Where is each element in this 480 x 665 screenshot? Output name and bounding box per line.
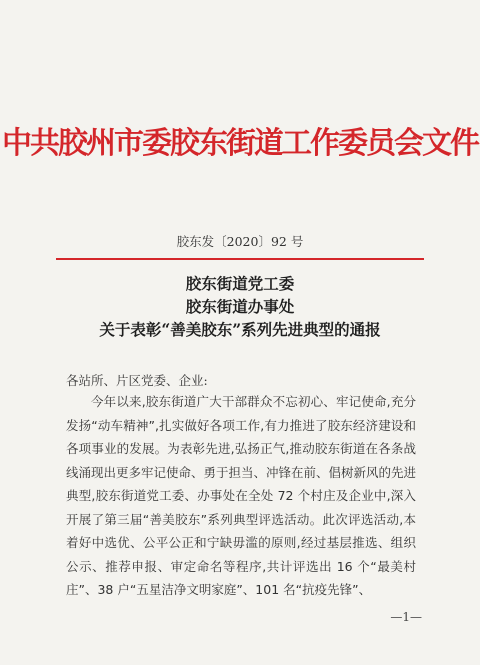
body-paragraph: 今年以来,胶东街道广大干部群众不忘初心、牢记使命,充分发扬“动车精神”,扎实做好各项工作,有力推进了胶东经济建设和各项事业的发展。为表彰先进,弘扬正气,推动胶东街道在各条战线涌现出更多牢记使命、勇于担当、冲锋在前、倡树新风的先进典型,胶东街道党工委、办事处在全处 72 个村庄及企业中,深入开展了第三届“善美胶东”系列典型评选活动。此次评选活动,本着好中选优、公平公正和宁缺毋滥的原则,经过基层推选、组织公示、推荐申报、审定命名等程序,共计评选出 16 个“最美村庄”、38 户“五星洁净文明家庭”、101 名“抗疫先锋”、 (66, 394, 417, 597)
notice-title: 关于表彰“善美胶东”系列先进典型的通报 (99, 320, 381, 339)
document-number: 胶东发〔2020〕92 号 (176, 234, 304, 249)
header-divider (56, 258, 424, 260)
issuer-office: 胶东街道办事处 (185, 297, 295, 316)
addressee: 各站所、片区党委、企业: (66, 373, 208, 388)
document-header-title: 中共胶州市委胶东街道工作委员会文件 (2, 126, 478, 161)
page-number: —1— (390, 610, 422, 624)
issuer-party-committee: 胶东街道党工委 (185, 274, 295, 293)
